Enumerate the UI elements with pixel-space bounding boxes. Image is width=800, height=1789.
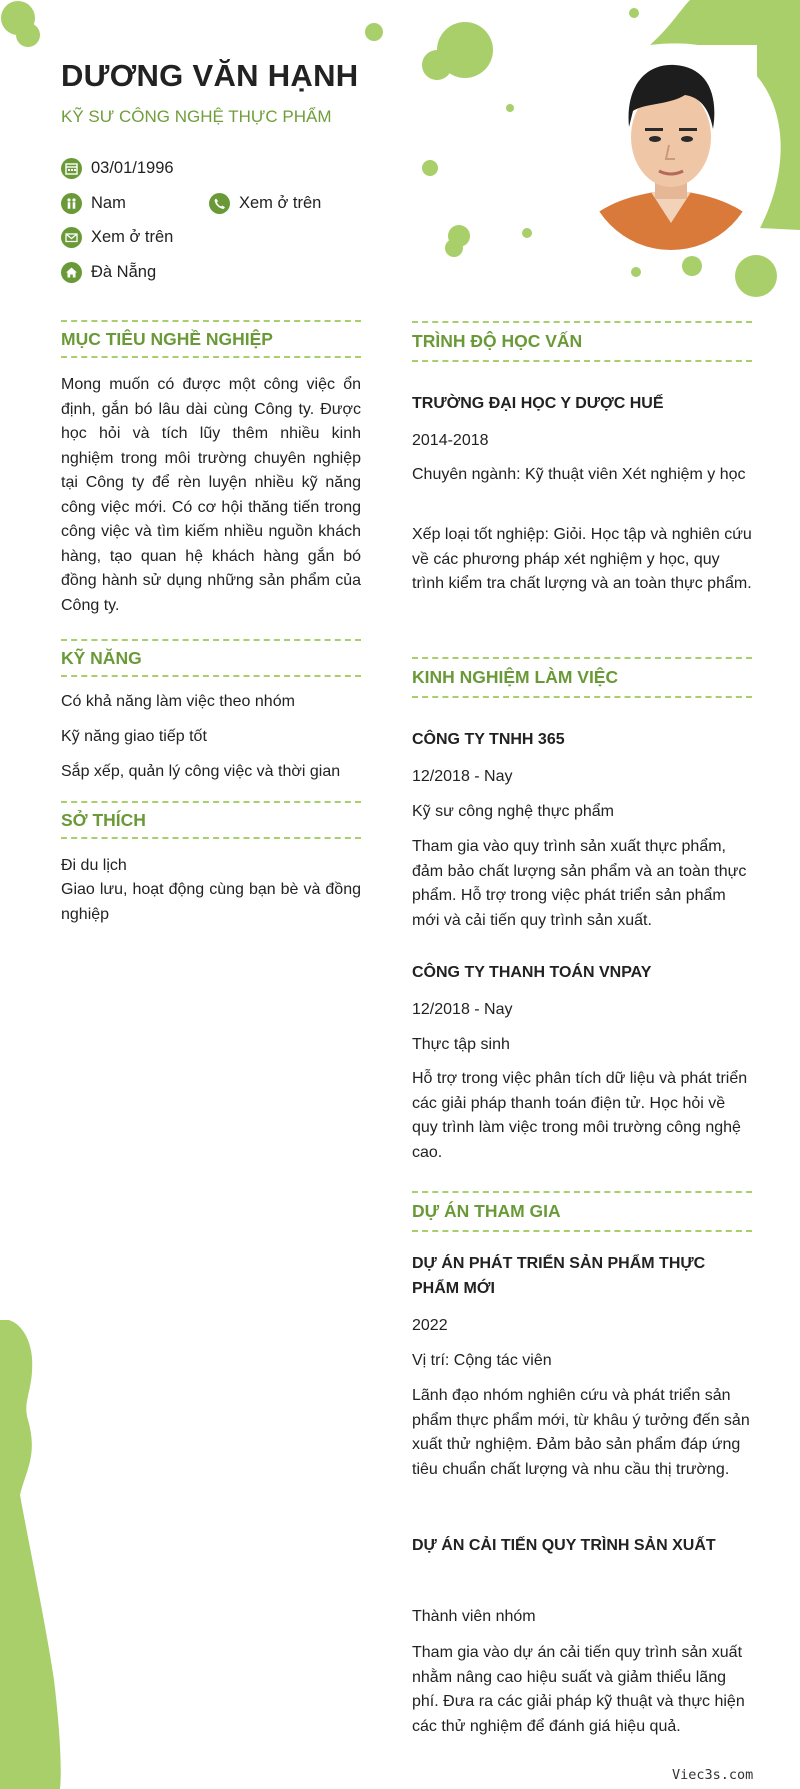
- job-detail: Hỗ trợ trong việc phân tích dữ liệu và phát triển các giải pháp thanh toán điện tử. Học hỏi về quy trình làm việc trong môi trường công nghệ cao.: [412, 1070, 748, 1161]
- job-period: 12/2018 - Nay: [412, 768, 513, 785]
- phone-row: [209, 193, 321, 214]
- project-role: Thành viên nhóm: [412, 1608, 536, 1625]
- hobby-item: Giao lưu, hoạt động cùng bạn bè và đồng nghiệp: [61, 881, 361, 923]
- education-period: 2014-2018: [412, 432, 489, 449]
- project-detail: Lãnh đạo nhóm nghiên cứu và phát triển sản phẩm thực phẩm mới, từ khâu ý tưởng đến sản xuất thử nghiệm. Đảm bảo sản phẩm đáp ứng tiêu chuẩn chất lượng và nhu cầu thị trường.: [412, 1387, 750, 1478]
- home-icon: [61, 262, 82, 283]
- gender-value: Nam: [91, 194, 126, 212]
- address-row: [61, 262, 156, 283]
- email-row: [61, 227, 173, 248]
- calendar-icon: [61, 158, 82, 179]
- job-period: 12/2018 - Nay: [412, 1001, 513, 1018]
- project-period: 2022: [412, 1317, 448, 1334]
- gender-icon: [61, 193, 82, 214]
- email-value: Xem ở trên: [91, 228, 174, 246]
- gender-row: [61, 193, 126, 214]
- education-detail: Xếp loại tốt nghiệp: Giỏi. Học tập và nghiên cứu về các phương pháp xét nghiệm y học, quy trình kiểm tra chất lượng và an toàn thực phẩm.: [412, 526, 752, 592]
- skill-item: Sắp xếp, quản lý công việc và thời gian: [61, 763, 341, 780]
- dob-value: 03/01/1996: [91, 159, 174, 177]
- hobbies-heading: SỞ THÍCH: [61, 801, 361, 839]
- profile-photo: [585, 45, 757, 250]
- school-name: TRƯỜNG ĐẠI HỌC Y DƯỢC HUẾ: [412, 395, 664, 412]
- hobby-item: Đi du lịch: [61, 857, 127, 874]
- project-name: DỰ ÁN CẢI TIẾN QUY TRÌNH SẢN XUẤT: [412, 1537, 716, 1554]
- address-value: Đà Nẵng: [91, 263, 157, 281]
- project-name: DỰ ÁN PHÁT TRIỂN SẢN PHẨM THỰC PHẨM MỚI: [412, 1255, 706, 1297]
- experience-heading: KINH NGHIỆM LÀM VIỆC: [412, 657, 752, 698]
- education-major: Chuyên ngành: Kỹ thuật viên Xét nghiệm y học: [412, 466, 746, 483]
- skill-item: Kỹ năng giao tiếp tốt: [61, 728, 207, 745]
- candidate-name: DƯƠNG VĂN HẠNH: [61, 58, 359, 93]
- project-detail: Tham gia vào dự án cải tiến quy trình sản xuất nhằm nâng cao hiệu suất và giảm thiểu lãng phí. Đưa ra các giải pháp kỹ thuật và thực hiện các thử nghiệm để đánh giá hiệu quả.: [412, 1644, 745, 1735]
- education-heading: TRÌNH ĐỘ HỌC VẤN: [412, 321, 752, 362]
- job-title: KỸ SƯ CÔNG NGHỆ THỰC PHẨM: [61, 107, 332, 126]
- phone-icon: [209, 193, 230, 214]
- job-role: Kỹ sư công nghệ thực phẩm: [412, 803, 614, 820]
- job-company: CÔNG TY THANH TOÁN VNPAY: [412, 964, 652, 981]
- objective-text: Mong muốn có được một công việc ổn định, gắn bó lâu dài cùng Công ty. Được học hỏi và tích lũy thêm nhiều kinh nghiệm trong môi trường chuyên nghiệp tại Công ty để rèn luyện nhiều kỹ năng công việc mới. Có cơ hội thăng tiến trong công việc và tìm kiếm nhiều nguồn khách hàng, tạo quan hệ khách hàng gắn bó đồng hành sử dụng những sản phẩm của Công ty.: [61, 376, 361, 614]
- objective-heading: MỤC TIÊU NGHỀ NGHIỆP: [61, 320, 361, 358]
- footer-brand: Viec3s.com: [672, 1767, 754, 1783]
- job-company: CÔNG TY TNHH 365: [412, 731, 565, 748]
- projects-heading: DỰ ÁN THAM GIA: [412, 1191, 752, 1232]
- project-role: Vị trí: Cộng tác viên: [412, 1352, 552, 1369]
- job-detail: Tham gia vào quy trình sản xuất thực phẩm, đảm bảo chất lượng sản phẩm và an toàn thực phẩm. Hỗ trợ trong việc phát triển sản phẩm mới và cải tiến quy trình sản xuất.: [412, 838, 747, 929]
- bottom-left-decoration: [0, 1320, 70, 1789]
- job-role: Thực tập sinh: [412, 1036, 510, 1053]
- skills-heading: KỸ NĂNG: [61, 639, 361, 677]
- phone-value: Xem ở trên: [239, 194, 322, 212]
- skill-item: Có khả năng làm việc theo nhóm: [61, 693, 295, 710]
- dob-row: [61, 158, 174, 179]
- email-icon: [61, 227, 82, 248]
